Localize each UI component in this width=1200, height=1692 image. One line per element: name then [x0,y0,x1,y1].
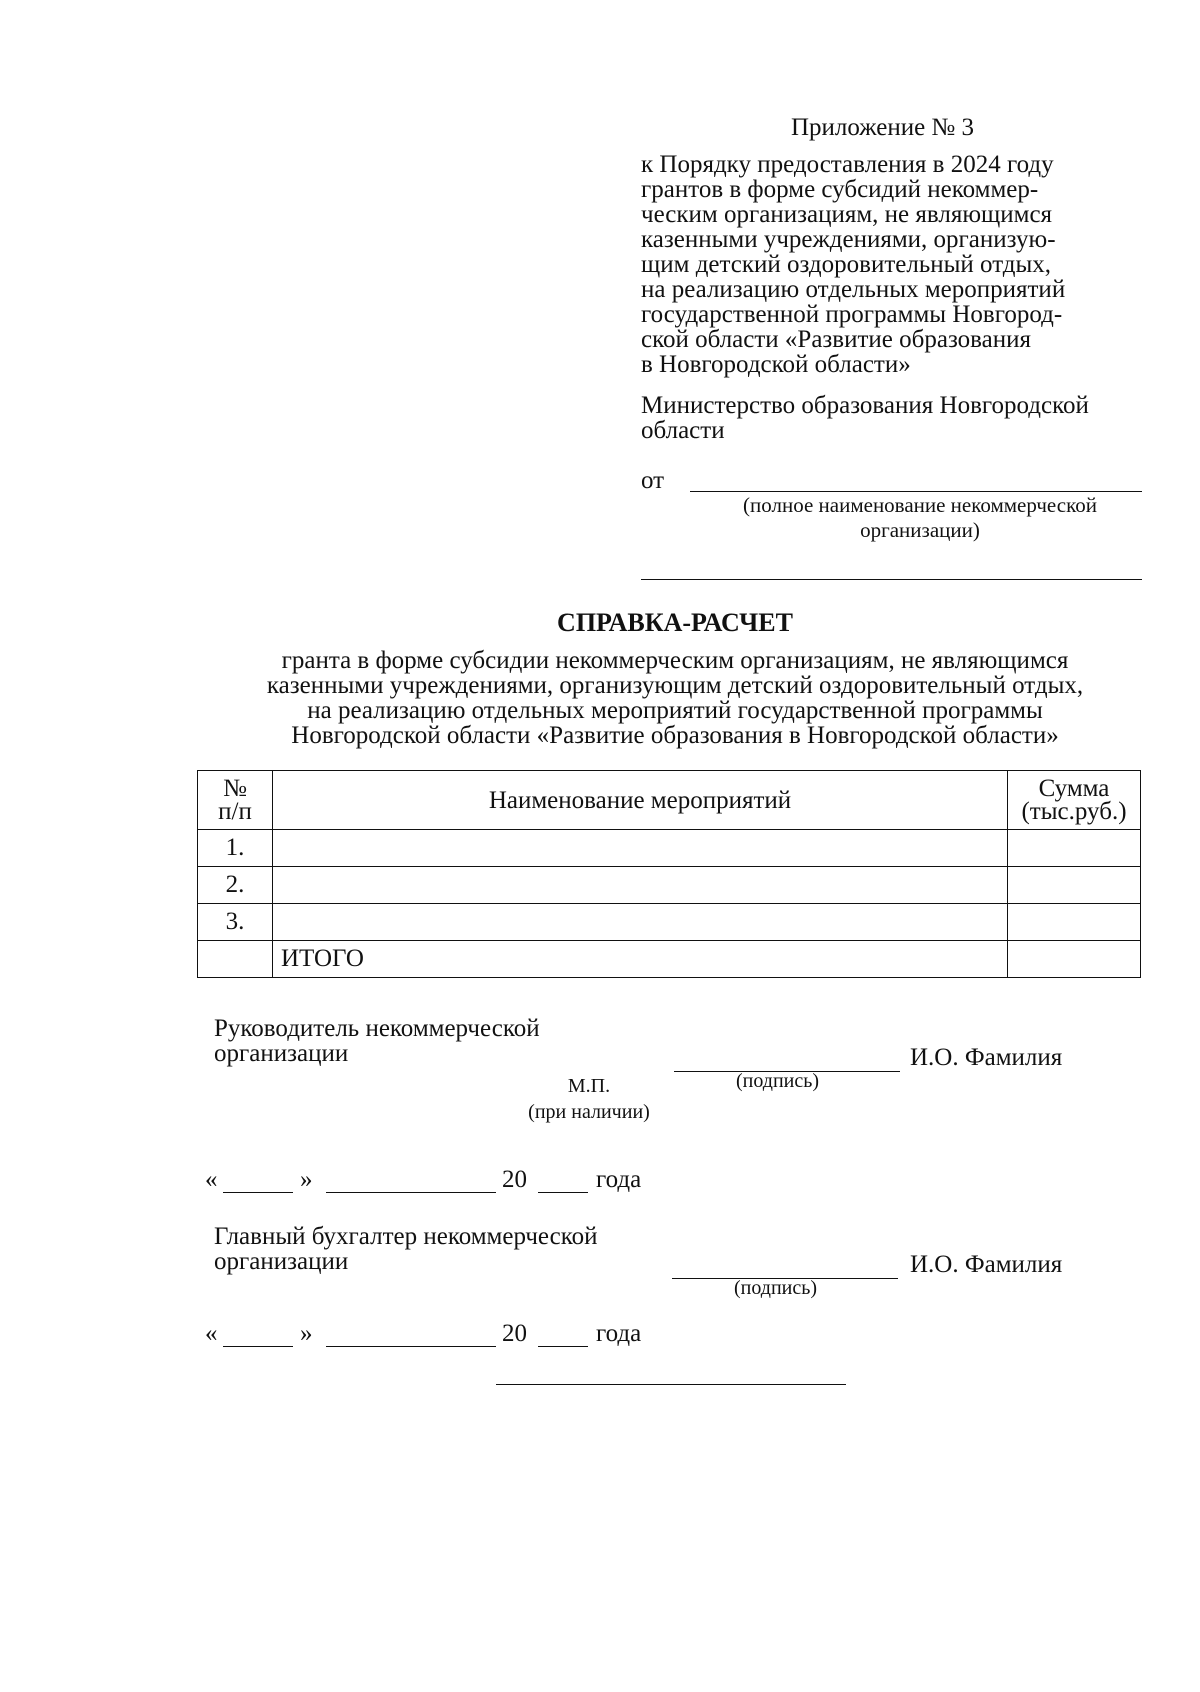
year-field[interactable] [538,1192,588,1193]
header-sum-line: (тыс.руб.) [1021,798,1127,825]
subtitle-line: гранта в форме субсидии некоммерческим организациям, не являющимся [281,647,1069,674]
subtitle-line: Новгородской области «Развитие образования в Новгородской области» [291,722,1059,749]
header-activity-name: Наименование мероприятий [273,771,1008,830]
appendix-line: государственной программы Новгород- [641,301,1063,328]
accountant-signature-label [214,1224,597,1274]
grant-calculation-table [197,770,1141,978]
head-label-line: Руководитель некоммерческой [214,1015,540,1042]
year-field[interactable] [538,1346,588,1347]
row-number: 1. [198,830,273,867]
appendix-line: казенными учреждениями, организую- [641,226,1056,253]
row-number: 2. [198,867,273,904]
day-field[interactable] [223,1192,293,1193]
appendix-description [641,152,1065,377]
organization-name-field[interactable] [690,491,1142,492]
document-title: СПРАВКА-РАСЧЕТ [557,608,793,637]
ministry-line: области [641,417,725,444]
accountant-signature-hint: (подпись) [734,1277,818,1299]
table-header-row [198,771,1141,830]
head-full-name: И.О. Фамилия [910,1044,1063,1071]
appendix-line: на реализацию отдельных мероприятий [641,276,1066,303]
appendix-line: ской области «Развитие образования [641,326,1032,353]
day-field[interactable] [223,1346,293,1347]
recipient-ministry [641,393,1089,443]
subtitle-line: казенными учреждениями, организующим детский оздоровительный отдых, [266,672,1084,699]
head-signature-hint: (подпись) [736,1070,820,1092]
year-prefix: 20 [502,1166,527,1193]
open-quote: « [205,1320,218,1347]
appendix-line: щим детский оздоровительный отдых, [641,251,1052,278]
row-number: 3. [198,904,273,941]
appendix-line: грантов в форме субсидий некоммер- [641,176,1039,203]
close-quote: » [300,1320,313,1347]
open-quote: « [205,1166,218,1193]
head-label-line: организации [214,1040,349,1067]
total-sum-cell[interactable] [1008,941,1141,978]
table-row [198,867,1141,904]
table-row [198,904,1141,941]
appendix-line: ческим организациям, не являющимся [641,201,1053,228]
subtitle-line: на реализацию отдельных мероприятий государственной программы [307,697,1043,724]
head-date-row [205,1166,705,1196]
appendix-line: к Порядку предоставления в 2024 году [641,151,1054,178]
row-activity-name-cell[interactable] [273,830,1008,867]
row-activity-name-cell[interactable] [273,867,1008,904]
table-row [198,830,1141,867]
close-quote: » [300,1166,313,1193]
ministry-line: Министерство образования Новгородской [641,392,1089,419]
month-field[interactable] [326,1346,496,1347]
accountant-full-name: И.О. Фамилия [910,1251,1063,1278]
header-number-line: п/п [218,798,252,825]
year-suffix: года [596,1166,642,1193]
year-suffix: года [596,1320,642,1347]
year-prefix: 20 [502,1320,527,1347]
row-sum-cell[interactable] [1008,830,1141,867]
total-number-cell [198,941,273,978]
hint-line: организации) [860,518,980,542]
appendix-title: Приложение № 3 [791,114,975,141]
bottom-divider [496,1384,846,1385]
head-signature-label [214,1016,540,1066]
row-sum-cell[interactable] [1008,867,1141,904]
accountant-date-row [205,1320,705,1350]
header-number [198,771,273,830]
from-label: от [641,467,665,494]
organization-name-hint [700,493,1140,543]
table-total-row [198,941,1141,978]
document-subtitle [212,648,1138,748]
header-number-line: № [223,775,247,802]
hint-line: (полное наименование некоммерческой [743,493,1097,517]
accountant-label-line: организации [214,1248,349,1275]
header-sum-line: Сумма [1038,775,1110,802]
header-sum [1008,771,1141,830]
month-field[interactable] [326,1192,496,1193]
stamp-line: (при наличии) [528,1101,650,1123]
stamp-placeholder [514,1073,664,1125]
appendix-line: в Новгородской области» [641,351,911,378]
row-activity-name-cell[interactable] [273,904,1008,941]
total-label: ИТОГО [273,941,1008,978]
stamp-line: М.П. [567,1075,611,1097]
organization-name-field-line2[interactable] [641,579,1142,580]
row-sum-cell[interactable] [1008,904,1141,941]
accountant-label-line: Главный бухгалтер некоммерческой [214,1223,598,1250]
